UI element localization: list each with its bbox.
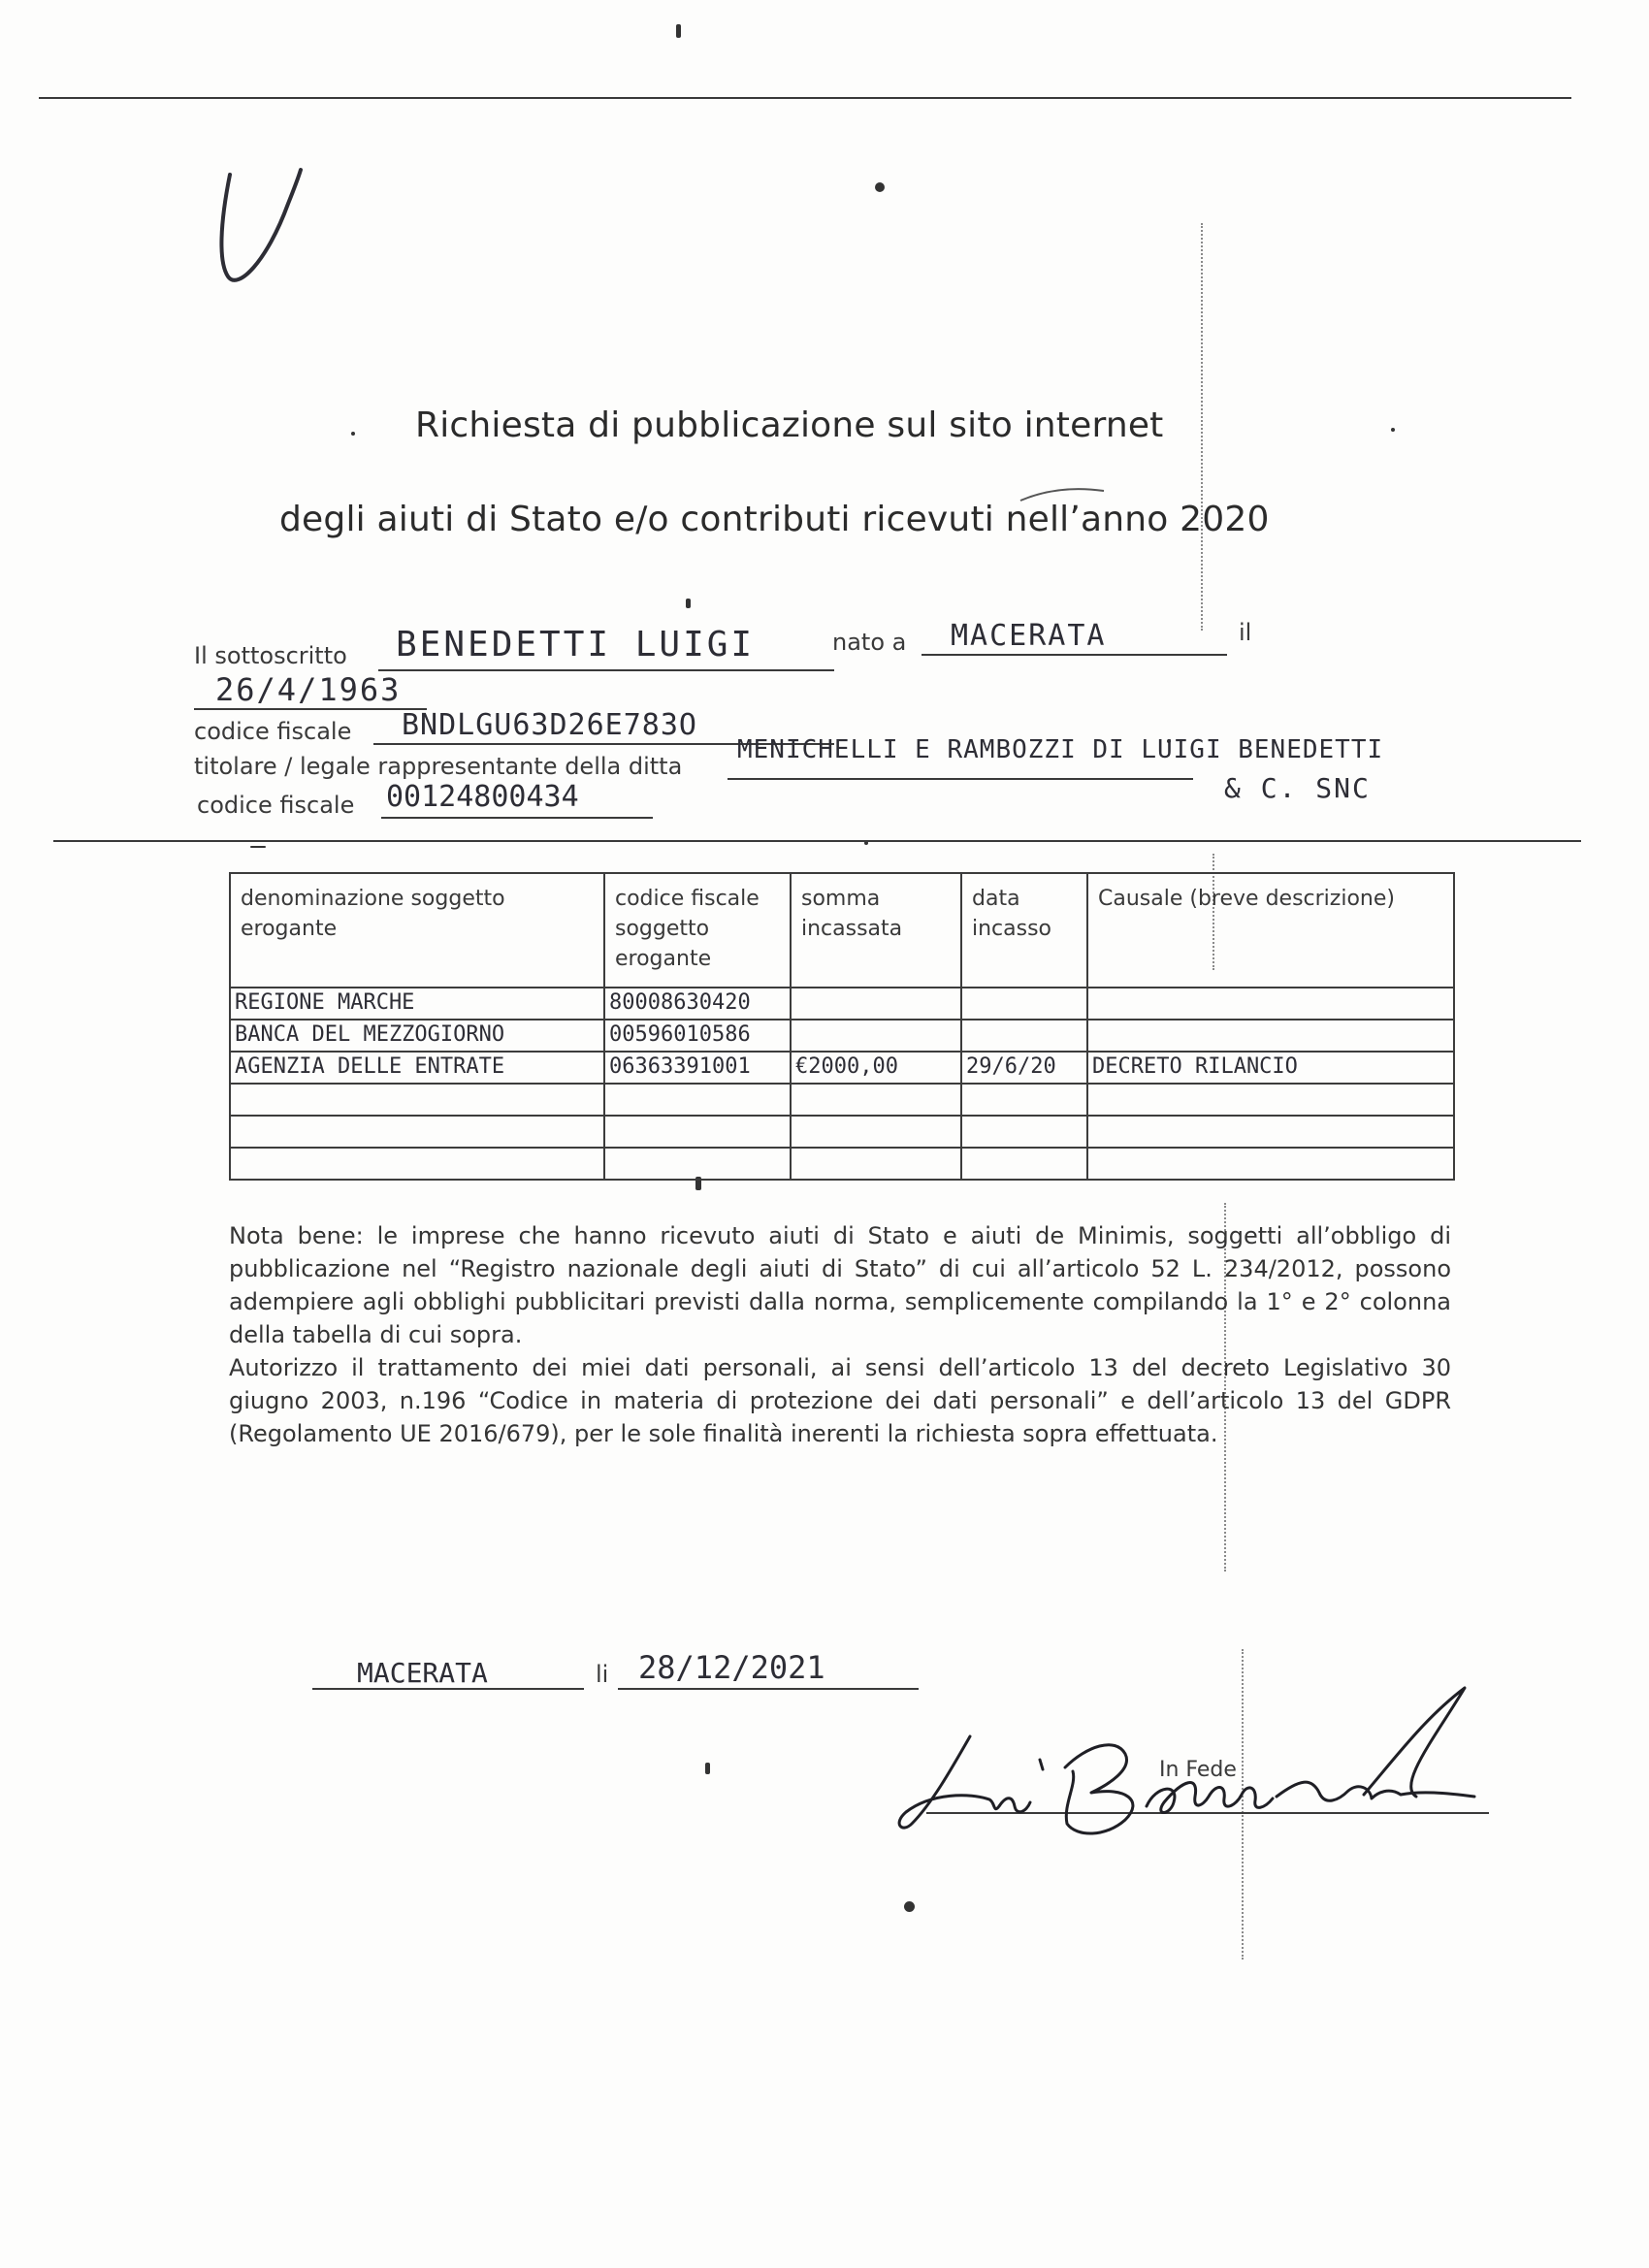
note-block	[229, 1219, 1451, 1450]
place-value: MACERATA	[357, 1657, 488, 1689]
scan-speck	[250, 846, 266, 848]
table-cell: 29/6/20	[961, 1052, 1087, 1084]
header-soggetto-erogante: denominazione soggetto erogante	[230, 873, 604, 988]
codice-fiscale-ditta-label: codice fiscale	[197, 792, 355, 819]
table-cell	[961, 1020, 1087, 1052]
table-row	[230, 1020, 1454, 1052]
table-cell: 80008630420	[604, 988, 791, 1020]
scan-artifact-line	[1201, 223, 1203, 631]
in-fede-label: In Fede	[1159, 1758, 1237, 1782]
nato-a-value: MACERATA	[951, 619, 1107, 653]
scan-speck	[351, 432, 355, 436]
date-value: 28/12/2021	[638, 1649, 825, 1686]
table-cell: AGENZIA DELLE ENTRATE	[230, 1052, 604, 1084]
sottoscritto-value: BENEDETTI LUIGI	[396, 625, 756, 664]
table-row	[230, 1148, 1454, 1180]
table-cell	[791, 1020, 961, 1052]
table-row	[230, 1084, 1454, 1116]
title-line-2: degli aiuti di Stato e/o contributi ricevuti nell’anno 2020	[279, 500, 1270, 539]
table-cell	[1087, 1020, 1454, 1052]
table-row	[230, 1052, 1454, 1084]
ditta-value-line-2: & C. SNC	[1224, 772, 1371, 804]
li-label: li	[596, 1661, 609, 1688]
table-cell	[961, 988, 1087, 1020]
nato-a-underline	[922, 654, 1227, 656]
ditta-value-line-1: MENICHELLI E RAMBOZZI DI LUIGI BENEDETTI	[737, 735, 1384, 764]
table-cell	[604, 1148, 791, 1180]
table-cell: €2000,00	[791, 1052, 961, 1084]
scan-speck	[904, 1901, 915, 1912]
codice-fiscale-ditta-value: 00124800434	[386, 780, 579, 814]
il-label: il	[1239, 619, 1252, 646]
table-cell: REGIONE MARCHE	[230, 988, 604, 1020]
table-cell	[791, 988, 961, 1020]
ditta-underline	[728, 778, 1193, 780]
table-cell: DECRETO RILANCIO	[1087, 1052, 1454, 1084]
scan-speck	[705, 1763, 710, 1774]
birth-date-value: 26/4/1963	[215, 671, 402, 708]
handwritten-mark	[209, 146, 325, 301]
table-cell	[961, 1084, 1087, 1116]
header-data-incasso: data incasso	[961, 873, 1087, 988]
table-cell	[1087, 988, 1454, 1020]
table-row	[230, 988, 1454, 1020]
header-codice-fiscale: codice fiscale soggetto erogante	[604, 873, 791, 988]
table-cell	[791, 1084, 961, 1116]
scan-speck	[1391, 428, 1395, 432]
note-paragraph-1: Nota bene: le imprese che hanno ricevuto aiuti di Stato e aiuti de Minimis, soggetti all’obbligo di pubblicazione nel “Registro nazionale degli aiuti di Stato” di cui all’articolo 52 L. 234/2012, possono adempiere agli obblighi pubblicitari previsti dalla norma, semplicemente compilando la 1° e 2° colonna della tabella di cui sopra.	[229, 1222, 1451, 1348]
table-cell	[230, 1084, 604, 1116]
table-cell: BANCA DEL MEZZOGIORNO	[230, 1020, 604, 1052]
date-underline	[618, 1688, 919, 1690]
table-cell	[604, 1116, 791, 1148]
table-cell	[1087, 1148, 1454, 1180]
signature-image	[892, 1678, 1533, 1872]
table-cell	[1087, 1084, 1454, 1116]
header-causale: Causale (breve descrizione)	[1087, 873, 1454, 988]
table-row	[230, 1116, 1454, 1148]
table-header-row	[230, 873, 1454, 988]
top-rule	[39, 97, 1571, 99]
section-rule	[53, 840, 1581, 842]
table-cell: 06363391001	[604, 1052, 791, 1084]
scan-speck	[875, 182, 885, 192]
note-paragraph-2: Autorizzo il trattamento dei miei dati personali, ai sensi dell’articolo 13 del decreto Legislativo 30 giugno 2003, n.196 “Codice in materia di protezione dei dati personali” e dell’articolo 13 del GDPR (Regolamento UE 2016/679), per le sole finalità inerenti la richiesta sopra effettuata.	[229, 1354, 1451, 1447]
table-cell	[230, 1148, 604, 1180]
table-cell	[791, 1148, 961, 1180]
sottoscritto-underline	[378, 669, 834, 671]
title-line-1: Richiesta di pubblicazione sul sito internet	[415, 405, 1164, 445]
header-somma-incassata: somma incassata	[791, 873, 961, 988]
pen-stroke	[1018, 485, 1106, 504]
codice-fiscale-ditta-underline	[381, 817, 653, 819]
titolare-label: titolare / legale rappresentante della ditta	[194, 753, 683, 780]
table-cell	[791, 1116, 961, 1148]
nato-a-label: nato a	[832, 629, 907, 656]
aid-table	[229, 872, 1455, 1181]
codice-fiscale-value: BNDLGU63D26E783O	[402, 708, 697, 742]
table-cell	[604, 1084, 791, 1116]
table-cell: 00596010586	[604, 1020, 791, 1052]
codice-fiscale-label: codice fiscale	[194, 718, 352, 745]
birth-date-underline	[194, 708, 427, 710]
scan-speck	[686, 599, 691, 608]
table-cell	[1087, 1116, 1454, 1148]
table-cell	[961, 1148, 1087, 1180]
sottoscritto-label: Il sottoscritto	[194, 642, 347, 669]
table-cell	[961, 1116, 1087, 1148]
table-cell	[230, 1116, 604, 1148]
scan-speck	[676, 24, 681, 38]
